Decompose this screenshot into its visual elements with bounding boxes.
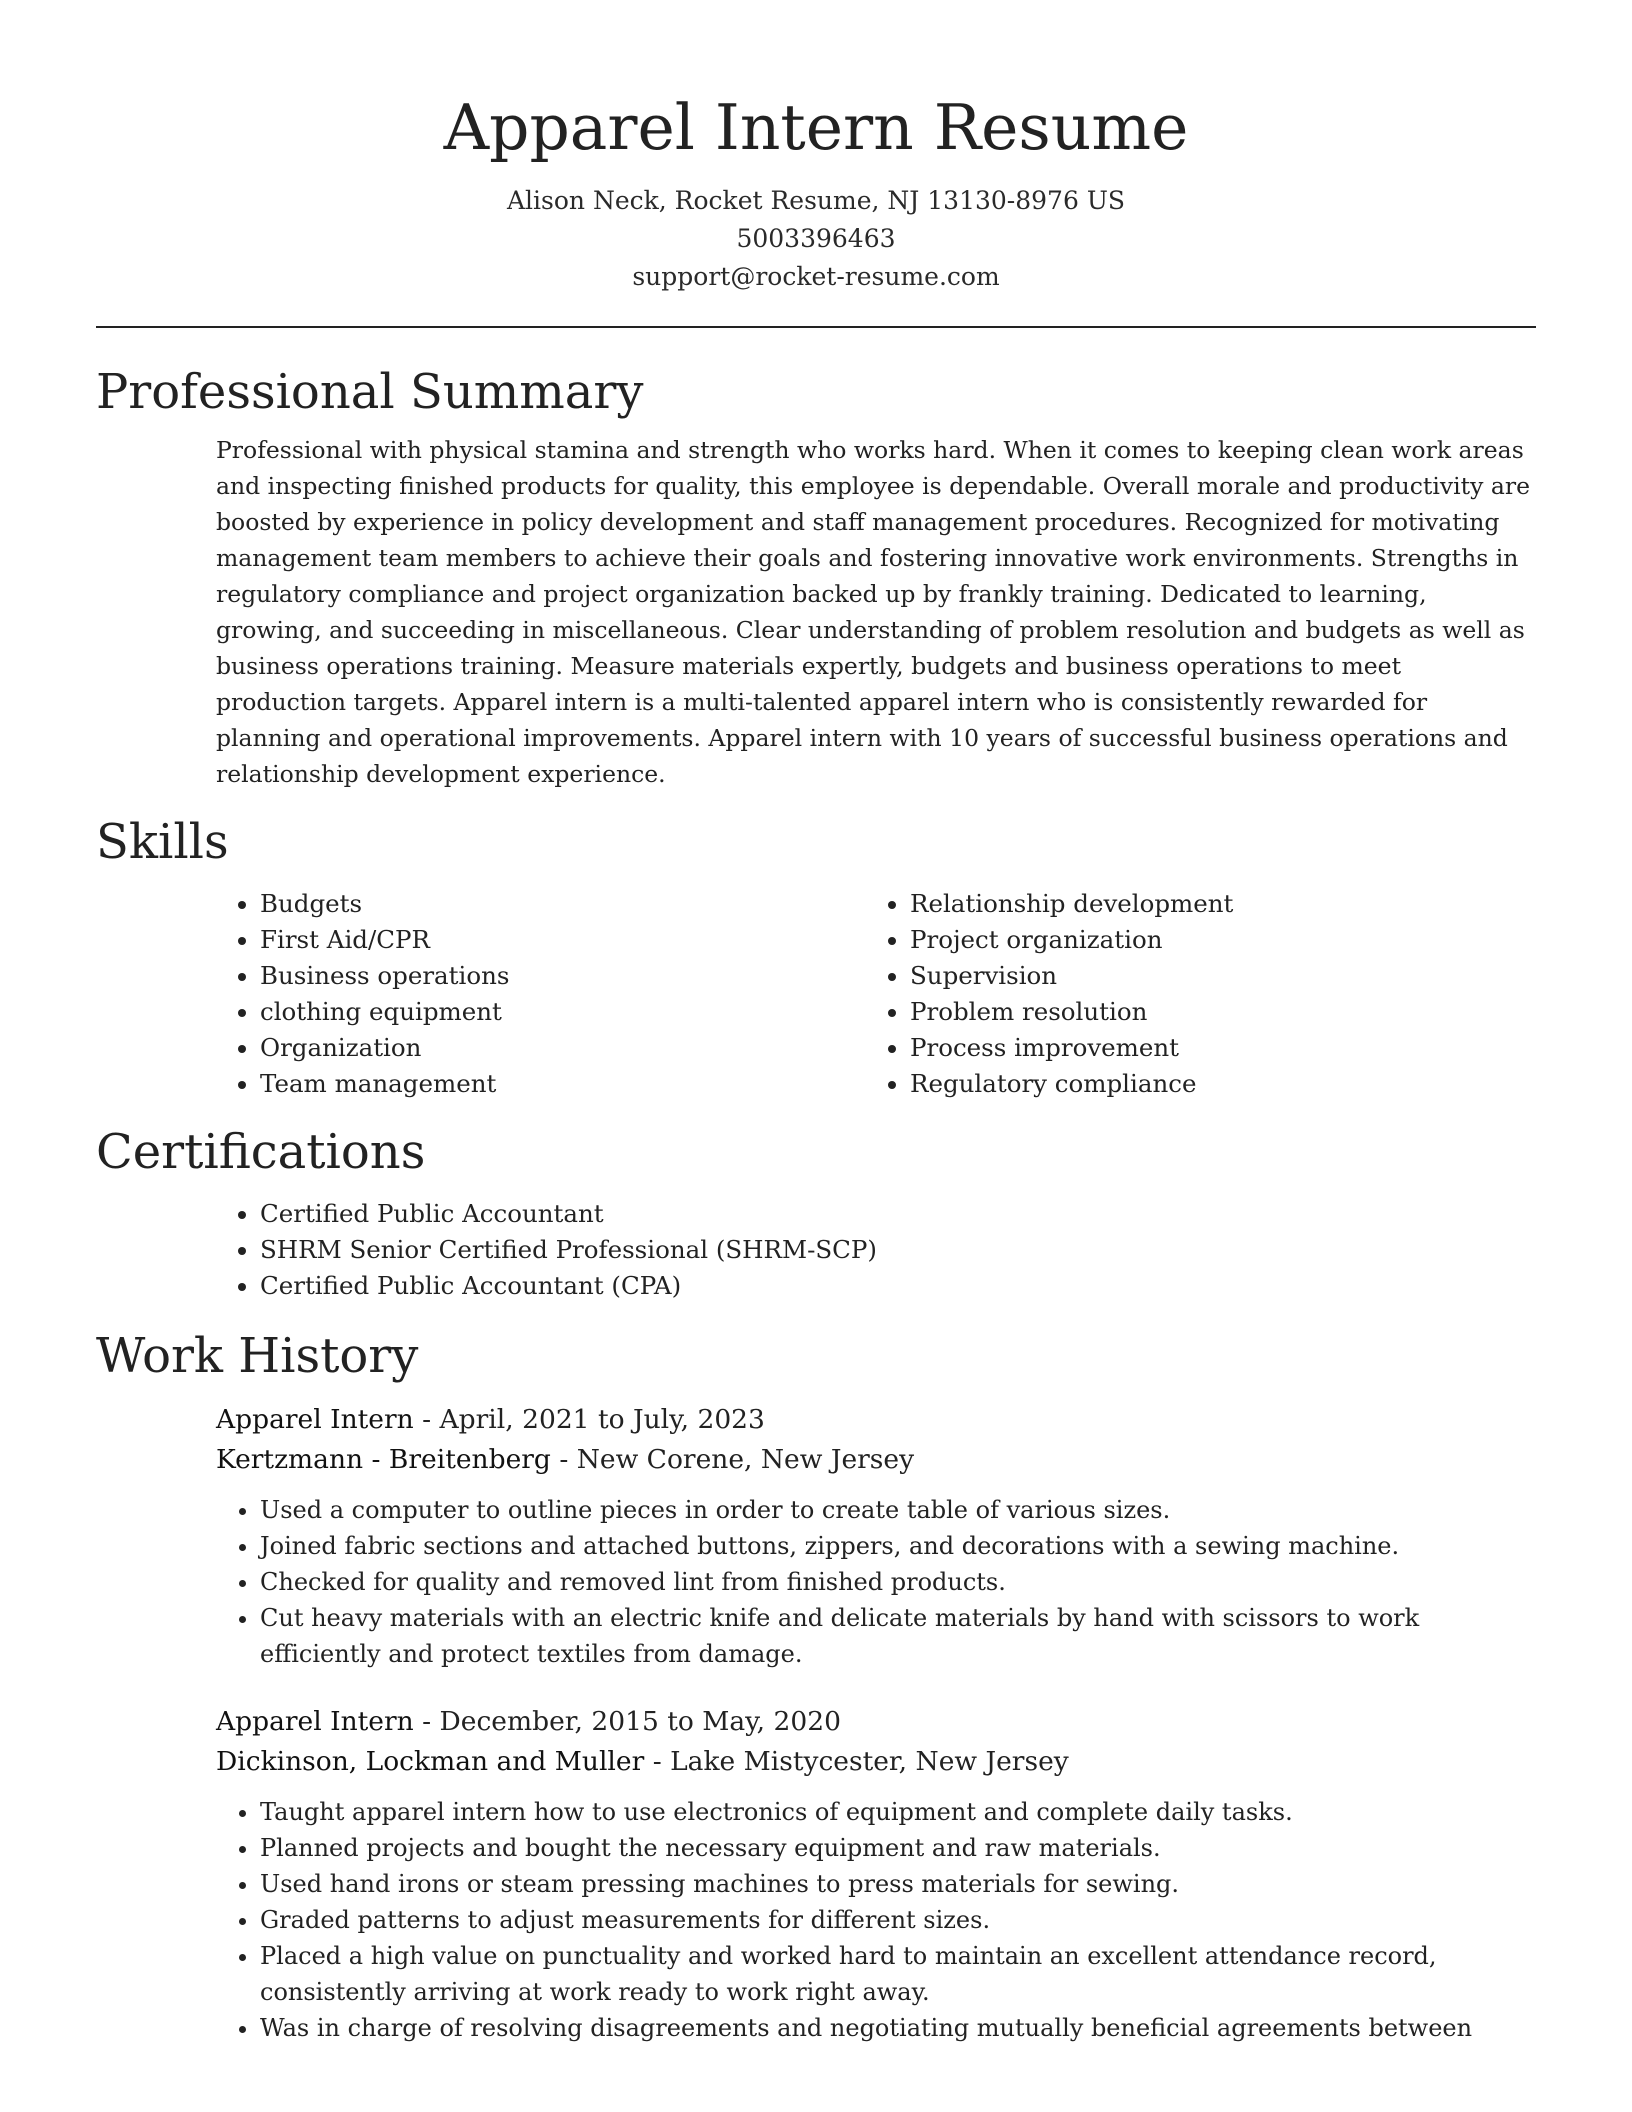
contact-email: support@rocket-resume.com	[632, 262, 1000, 291]
job-separator: -	[413, 1404, 440, 1435]
job-company-line	[216, 1440, 1536, 1480]
job-separator: -	[413, 1706, 440, 1737]
contact-block	[96, 182, 1536, 296]
skill-item: • Problem resolution	[910, 994, 1516, 1030]
skill-item: • clothing equipment	[260, 994, 866, 1030]
skill-item: • Business operations	[260, 958, 866, 994]
certification-item: • Certified Public Accountant (CPA)	[260, 1268, 1536, 1304]
job-separator: -	[644, 1746, 671, 1777]
contact-phone: 5003396463	[736, 224, 896, 253]
skills-column-left	[216, 886, 866, 1102]
skill-item: • Relationship development	[910, 886, 1516, 922]
resume-page	[96, 0, 1536, 2046]
job-bullet: • Used a computer to outline pieces in order to create table of various sizes.	[260, 1492, 1536, 1528]
job-title: Apparel Intern	[216, 1404, 414, 1435]
summary-heading: Professional Summary	[96, 364, 644, 420]
work-history-section	[96, 1326, 1536, 2046]
resume-title: Apparel Intern Resume	[443, 91, 1189, 164]
certifications-section	[96, 1122, 1536, 1304]
job-company: Kertzmann - Breitenberg	[216, 1444, 551, 1475]
work-history-heading: Work History	[96, 1328, 419, 1384]
job-bullet: • Graded patterns to adjust measurements for different sizes.	[260, 1902, 1536, 1938]
job-separator: -	[550, 1444, 577, 1475]
job-bullets	[216, 1794, 1536, 2046]
job-bullet: • Checked for quality and removed lint from finished products.	[260, 1564, 1536, 1600]
job-location: Lake Mistycester, New Jersey	[670, 1746, 1069, 1777]
skill-item: • Process improvement	[910, 1030, 1516, 1066]
skill-item: • Budgets	[260, 886, 866, 922]
skills-heading: Skills	[96, 814, 229, 870]
job-title: Apparel Intern	[216, 1706, 414, 1737]
job-entry	[216, 1400, 1536, 1672]
job-bullet: • Was in charge of resolving disagreements and negotiating mutually beneficial agreements between	[260, 2010, 1536, 2046]
job-location: New Corene, New Jersey	[576, 1444, 915, 1475]
skill-item: • First Aid/CPR	[260, 922, 866, 958]
job-bullets	[216, 1492, 1536, 1672]
skills-column-right	[866, 886, 1516, 1102]
job-bullet: • Taught apparel intern how to use electronics of equipment and complete daily tasks.	[260, 1794, 1536, 1830]
job-bullet: • Joined fabric sections and attached buttons, zippers, and decorations with a sewing machine.	[260, 1528, 1536, 1564]
job-bullet: • Placed a high value on punctuality and worked hard to maintain an excellent attendance record, consistently arriving at work ready to work right away.	[260, 1938, 1536, 2010]
job-bullet: • Used hand irons or steam pressing machines to press materials for sewing.	[260, 1866, 1536, 1902]
skill-item: • Organization	[260, 1030, 866, 1066]
certifications-heading: Certifications	[96, 1124, 426, 1180]
skills-grid	[216, 886, 1536, 1102]
skills-section	[96, 812, 1536, 1102]
summary-text: Professional with physical stamina and strength who works hard. When it comes to keeping clean work areas and inspecting finished products for quality, this employee is dependable. Overall morale and productivity are boosted by experience in policy development and staff management procedures. Recognized for motivating management team members to achieve their goals and fostering innovative work environments. Strengths in regulatory compliance and project organization backed up by frankly training. Dedicated to learning, growing, and succeeding in miscellaneous. Clear understanding of problem resolution and budgets as well as business operations training. Measure materials expertly, budgets and business operations to meet production targets. Apparel intern is a multi-talented apparel intern who is consistently rewarded for planning and operational improvements. Apparel intern with 10 years of successful business operations and relationship development experience.	[216, 436, 1530, 788]
job-entry	[216, 1702, 1536, 2046]
skill-item: • Supervision	[910, 958, 1516, 994]
job-company-line	[216, 1742, 1536, 1782]
header-divider	[96, 326, 1536, 328]
job-bullet: • Planned projects and bought the necessary equipment and raw materials.	[260, 1830, 1536, 1866]
certification-item: • SHRM Senior Certified Professional (SHRM-SCP)	[260, 1232, 1536, 1268]
job-dates: April, 2021 to July, 2023	[439, 1404, 765, 1435]
certification-item: • Certified Public Accountant	[260, 1196, 1536, 1232]
contact-address: Alison Neck, Rocket Resume, NJ 13130-8976 US	[506, 186, 1126, 215]
job-dates: December, 2015 to May, 2020	[439, 1706, 841, 1737]
job-bullet: • Cut heavy materials with an electric knife and delicate materials by hand with scissors to work efficiently and protect textiles from damage.	[260, 1600, 1536, 1672]
skill-item: • Team management	[260, 1066, 866, 1102]
skill-item: • Regulatory compliance	[910, 1066, 1516, 1102]
skill-item: • Project organization	[910, 922, 1516, 958]
job-title-line	[216, 1400, 1536, 1440]
summary-section	[96, 362, 1536, 792]
job-company: Dickinson, Lockman and Muller	[216, 1746, 645, 1777]
certifications-list	[216, 1196, 1536, 1304]
job-title-line	[216, 1702, 1536, 1742]
